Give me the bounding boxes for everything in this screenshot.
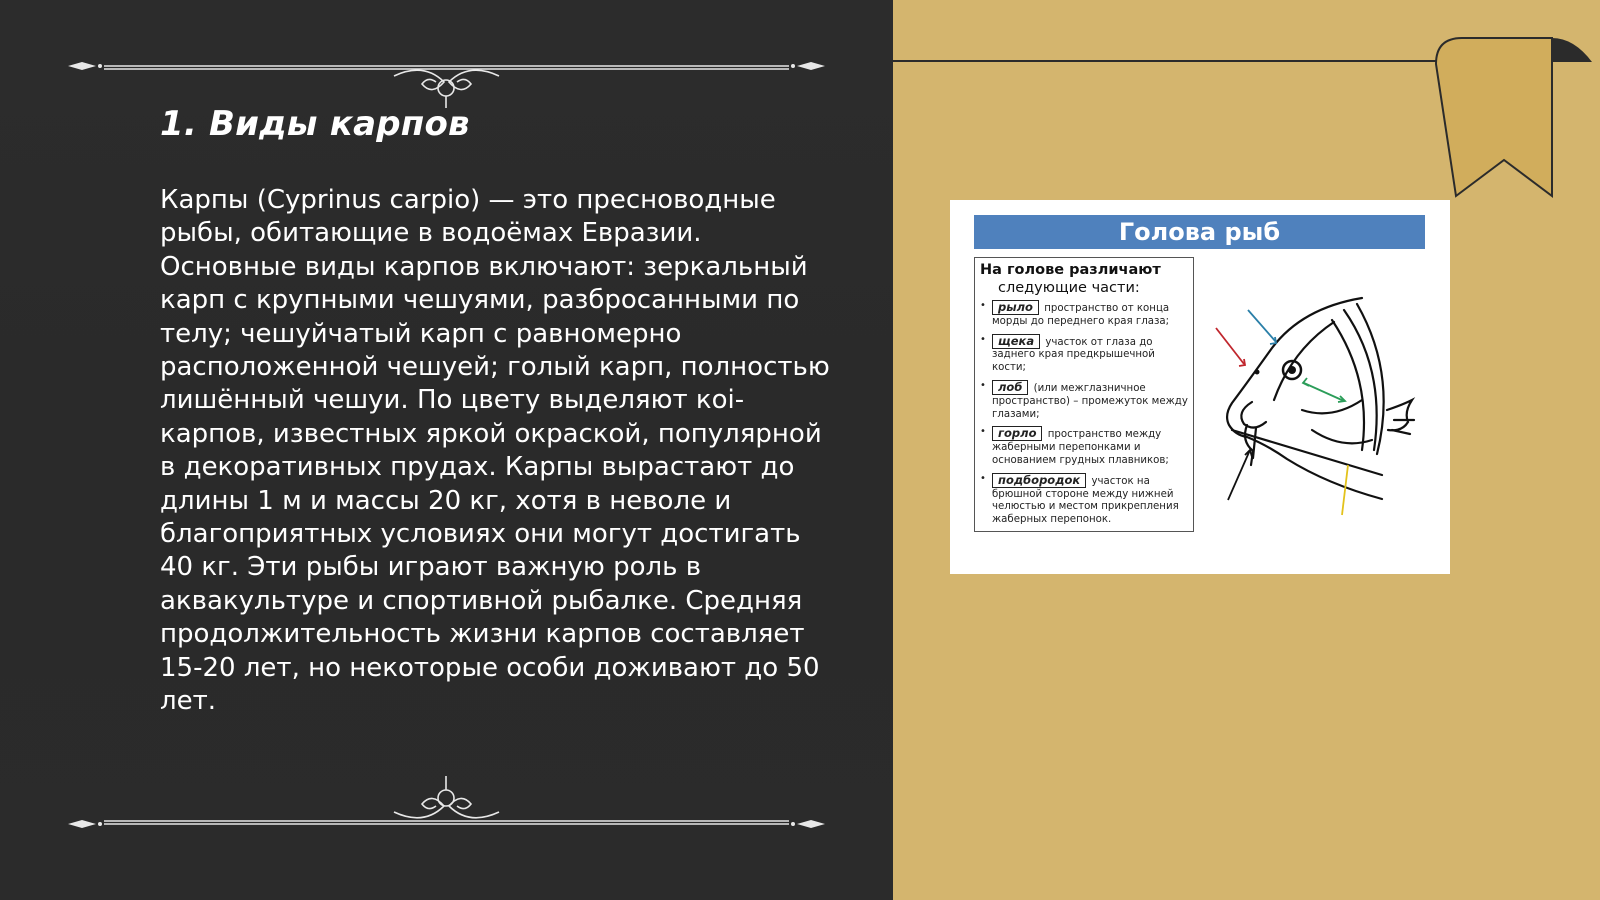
body-paragraph: Карпы (Cyprinus carpio) — это пресноводные рыбы, обитающие в водоёмах Евразии. Основные виды карпов включают: зеркальный карп с крупными чешуями, разбросанными по телу; чешуйчатый карп с равномерно расположенной чешуей; голый карп, полностью лишённый чешуи. По цвету выделяют кoi-карпов, известных яркой окраской, популярной в декоративных прудах. Карпы вырастают до длины 1 м и массы 20 кг, хотя в неволе и благоприятных условиях они могут достигать 40 кг. Эти рыбы играют важную роль в аквакультуре и спортивной рыбалке. Средняя продолжительность жизни карпов составляет 15-20 лет, но некоторые особи доживают до 50 лет. [160,185,830,717]
part-item-cheek [980,334,1188,375]
parts-description-box [974,257,1194,532]
part-term: подбородок [992,473,1086,488]
part-description: участок от глаза до заднего края предкрышечной кости; [992,336,1155,374]
fish-head-figure [950,200,1450,574]
divider-line [893,60,1453,62]
part-description: (или межглазничное пространство) – промежуток между глазами; [992,382,1188,420]
fish-head-drawing [1212,290,1432,530]
part-term: рыло [992,300,1039,315]
part-term: лоб [992,380,1028,395]
part-description: пространство от конца морды до переднего края глаза; [992,303,1170,327]
slide-title: 1. Виды карпов [160,104,470,144]
part-term: щека [992,334,1040,349]
top-ornament [64,48,829,108]
part-item-chin [980,473,1188,527]
parts-list [980,300,1188,527]
part-item-forehead [980,380,1188,421]
part-description: участок на брюшной стороне между нижней челюстью и местом прикрепления жаберных перепонок. [992,475,1179,526]
part-term: горло [992,426,1042,441]
bottom-ornament [64,772,829,832]
figure-header: Голова рыб [974,215,1425,249]
figure-intro-line1: На голове различают [980,262,1161,278]
figure-intro-line2: следующие части: [998,280,1140,296]
part-description: пространство между жаберными перепонками и основанием грудных плавников; [992,429,1169,466]
bookmark-ribbon [1432,34,1600,202]
part-item-snout [980,300,1188,329]
part-item-throat [980,426,1188,467]
